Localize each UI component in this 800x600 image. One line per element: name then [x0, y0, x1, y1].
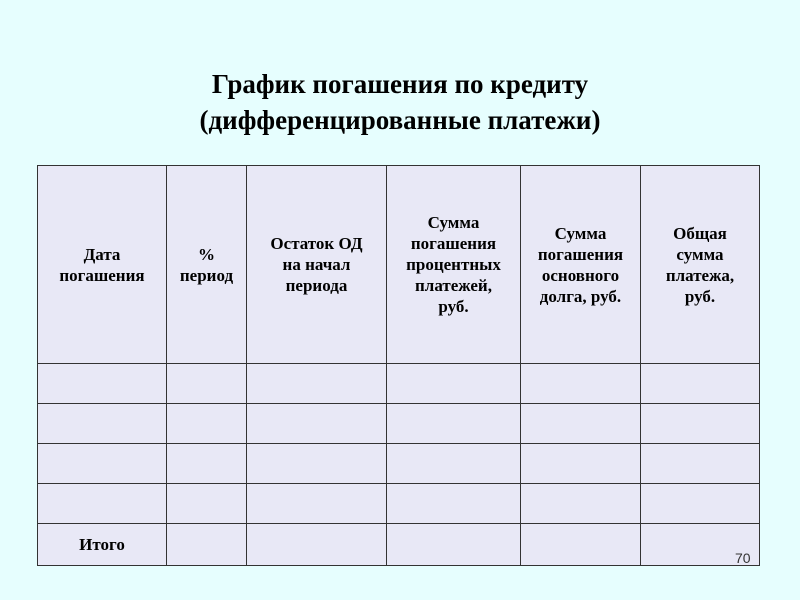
page-number: 70: [735, 550, 751, 566]
header-balance: Остаток ОД на начал периода: [247, 166, 387, 364]
table-cell: [247, 364, 387, 404]
table-row: [38, 404, 760, 444]
table-cell: [641, 444, 760, 484]
table-cell: [38, 404, 167, 444]
table-cell: [521, 444, 641, 484]
table-cell: [38, 484, 167, 524]
table-cell: [247, 524, 387, 566]
total-label: Итого: [38, 524, 167, 566]
table-cell: [641, 364, 760, 404]
table-cell: [521, 364, 641, 404]
table-cell: [167, 364, 247, 404]
table-cell: [521, 484, 641, 524]
title-line-1: График погашения по кредиту: [211, 69, 589, 99]
table-cell: [167, 484, 247, 524]
table-row: [38, 364, 760, 404]
table-cell: [38, 364, 167, 404]
table-cell: [387, 404, 521, 444]
table-cell: [387, 444, 521, 484]
header-date: Дата погашения: [38, 166, 167, 364]
table-cell: [387, 524, 521, 566]
title-line-2: (дифференцированные платежи): [199, 105, 601, 135]
header-row: [38, 166, 760, 364]
table-cell: [167, 404, 247, 444]
table-cell: [38, 444, 167, 484]
table-cell: [167, 524, 247, 566]
repayment-schedule-table: [37, 165, 760, 566]
table-cell: [521, 524, 641, 566]
table-cell: [247, 444, 387, 484]
table-cell: [641, 404, 760, 444]
table-cell: [641, 484, 760, 524]
table-cell: [167, 444, 247, 484]
table-cell: [247, 404, 387, 444]
table-cell: [247, 484, 387, 524]
total-row: [38, 524, 760, 566]
table-row: [38, 484, 760, 524]
table-cell: [387, 364, 521, 404]
table-cell: [521, 404, 641, 444]
header-principal: Сумма погашения основного долга, руб.: [521, 166, 641, 364]
header-interest: Сумма погашения процентных платежей, руб.: [387, 166, 521, 364]
header-total-payment: Общая сумма платежа, руб.: [641, 166, 760, 364]
table-cell: [387, 484, 521, 524]
header-percent: % период: [167, 166, 247, 364]
slide-title: [0, 66, 800, 138]
table-row: [38, 444, 760, 484]
